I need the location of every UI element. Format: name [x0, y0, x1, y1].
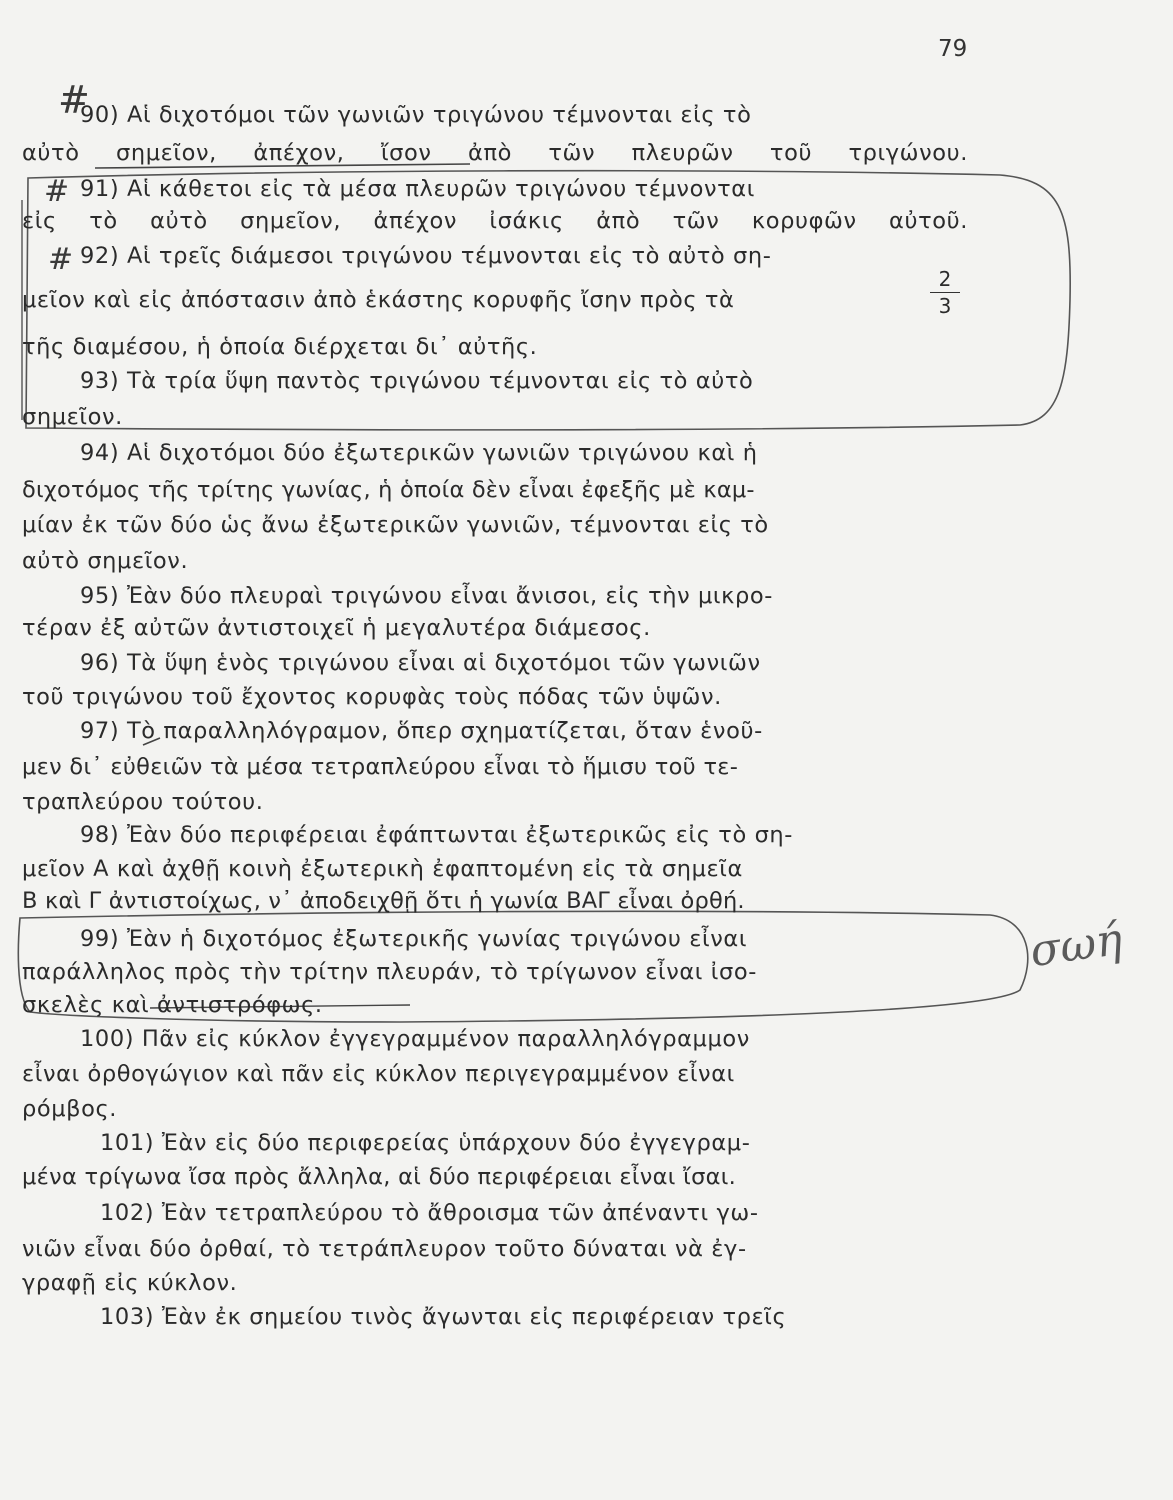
text-line: μεῖον καὶ εἰς ἀπόστασιν ἀπὸ ἑκάστης κορυφῆς ἴσην πρὸς τὰ	[22, 287, 735, 313]
text-line: 99) Ἐὰν ἡ διχοτόμος ἐξωτερικῆς γωνίας τριγώνου εἶναι	[80, 926, 748, 952]
text-line: μεν δι᾽ εὐθειῶν τὰ μέσα τετραπλεύρου εἶναι τὸ ἥμισυ τοῦ τε-	[22, 754, 739, 780]
text-line: γραφῇ εἰς κύκλον.	[22, 1270, 238, 1296]
text-line: 103) Ἐὰν ἐκ σημείου τινὸς ἄγωνται εἰς περιφέρειαν τρεῖς	[100, 1304, 787, 1330]
text-line: νιῶν εἶναι δύο ὀρθαί, τὸ τετράπλευρον τοῦτο δύναται νὰ ἐγ-	[22, 1236, 747, 1262]
text-line: τῆς διαμέσου, ἡ ὁποία διέρχεται δι᾽ αὐτῆς.	[22, 334, 538, 360]
text-line: τραπλεύρου τούτου.	[22, 789, 264, 815]
text-line: Β καὶ Γ ἀντιστοίχως, ν᾽ ἀποδειχθῇ ὅτι ἡ γωνία ΒΑΓ εἶναι ὀρθή.	[22, 888, 745, 914]
text-line: μίαν ἐκ τῶν δύο ὡς ἄνω ἐξωτερικῶν γωνιῶν, τέμνονται εἰς τὸ	[22, 512, 769, 538]
text-line: σημεῖον.	[22, 404, 123, 430]
handwritten-margin-note: σωή	[1026, 913, 1126, 978]
fraction-denominator: 3	[938, 294, 952, 318]
text-line: 98) Ἐὰν δύο περιφέρειαι ἐφάπτωνται ἐξωτερικῶς εἰς τὸ ση-	[80, 822, 794, 848]
text-line: αὐτὸ σημεῖον, ἀπέχον, ἴσον ἀπὸ τῶν πλευρῶν τοῦ τριγώνου.	[22, 140, 968, 166]
text-line: 102) Ἐὰν τετραπλεύρου τὸ ἄθροισμα τῶν ἀπέναντι γω-	[100, 1200, 759, 1226]
fraction-two-thirds	[930, 268, 960, 317]
text-line: μεῖον Α καὶ ἀχθῇ κοινὴ ἐξωτερικὴ ἐφαπτομένη εἰς τὰ σημεῖα	[22, 856, 743, 882]
text-line: 91) Αἱ κάθετοι εἰς τὰ μέσα πλευρῶν τριγώνου τέμνονται	[80, 176, 755, 202]
text-line: ρόμβος.	[22, 1096, 118, 1122]
text-line: παράλληλος πρὸς τὴν τρίτην πλευράν, τὸ τρίγωνον εἶναι ἰσο-	[22, 959, 757, 985]
page-number: 79	[938, 36, 968, 62]
text-line: σκελὲς καὶ ἀντιστρόφως.	[22, 992, 323, 1018]
text-line: 100) Πᾶν εἰς κύκλον ἐγγεγραμμένον παραλληλόγραμμον	[80, 1026, 750, 1052]
text-line: αὐτὸ σημεῖον.	[22, 548, 189, 574]
text-line: 94) Αἱ διχοτόμοι δύο ἐξωτερικῶν γωνιῶν τριγώνου καὶ ἡ	[80, 440, 758, 466]
text-line: εἶναι ὀρθογώγιον καὶ πᾶν εἰς κύκλον περιγεγραμμένον εἶναι	[22, 1061, 735, 1087]
fraction-numerator: 2	[938, 267, 952, 291]
text-line: 90) Αἱ διχοτόμοι τῶν γωνιῶν τριγώνου τέμνονται εἰς τὸ	[80, 102, 752, 128]
text-line: τοῦ τριγώνου τοῦ ἔχοντος κορυφὰς τοὺς πόδας τῶν ὑψῶν.	[22, 684, 722, 710]
text-line: μένα τρίγωνα ἴσα πρὸς ἄλληλα, αἱ δύο περιφέρειαι εἶναι ἴσαι.	[22, 1164, 737, 1190]
text-line: 101) Ἐὰν εἰς δύο περιφερείας ὑπάρχουν δύο ἐγγεγραμ-	[100, 1130, 751, 1156]
text-line: 97) Τὸ παραλληλόγραμον, ὅπερ σχηματίζεται, ὅταν ἑνοῦ-	[80, 718, 763, 744]
text-line: 95) Ἐὰν δύο πλευραὶ τριγώνου εἶναι ἄνισοι, εἰς τὴν μικρο-	[80, 583, 773, 609]
text-line: εἰς τὸ αὐτὸ σημεῖον, ἀπέχον ἰσάκις ἀπὸ τῶν κορυφῶν αὐτοῦ.	[22, 208, 968, 234]
pencil-mark-90: #	[58, 78, 90, 122]
text-line: 96) Τὰ ὕψη ἑνὸς τριγώνου εἶναι αἱ διχοτόμοι τῶν γωνιῶν	[80, 650, 761, 676]
text-line: 93) Τὰ τρία ὕψη παντὸς τριγώνου τέμνονται εἰς τὸ αὐτὸ	[80, 368, 754, 394]
text-line: 92) Αἱ τρεῖς διάμεσοι τριγώνου τέμνονται εἰς τὸ αὐτὸ ση-	[80, 243, 772, 269]
pencil-mark-91: #	[44, 174, 70, 209]
pencil-mark-92: #	[48, 242, 74, 277]
text-line: διχοτόμος τῆς τρίτης γωνίας, ἡ ὁποία δὲν εἶναι ἐφεξῆς μὲ καμ-	[22, 477, 755, 503]
text-line: τέραν ἐξ αὐτῶν ἀντιστοιχεῖ ἡ μεγαλυτέρα διάμεσος.	[22, 615, 651, 641]
